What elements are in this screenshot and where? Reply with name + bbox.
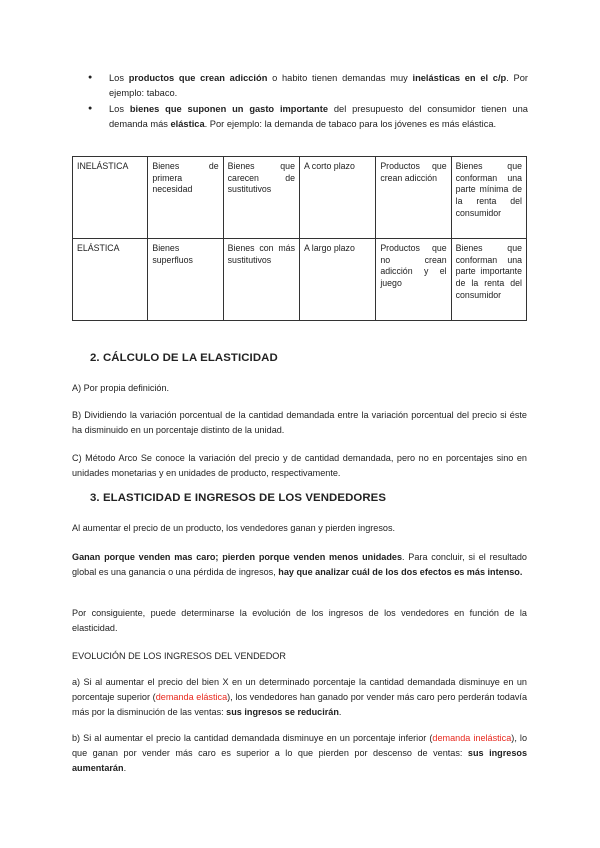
paragraph-case-b [72,731,527,777]
bold-text: sus ingresos aumentarán [72,748,527,774]
table-cell: A largo plazo [299,239,375,321]
subtitle: EVOLUCIÓN DE LOS INGRESOS DEL VENDEDOR [72,651,286,661]
text: . Por ejemplo: la demanda de tabaco para los jóvenes es más elástica. [204,118,497,129]
text: . Por ejemplo: tabaco. [109,73,529,98]
elasticity-table [72,156,527,321]
text: Los [109,73,129,83]
highlight-text: demanda inelástica [432,733,512,743]
text: a) Si al aumentar el precio del bien X en un determinado porcentaje la cantidad demandada disminuye en un porcentaje superior ( [72,677,527,703]
text: del presupuesto del consumidor tienen una demanda más [109,104,528,129]
table-cell: Bienes superfluos [148,239,223,321]
text: o habito tienen demandas muy [267,73,413,83]
bullet-item [88,71,528,100]
paragraph-b: B) Dividiendo la variación porcentual de la cantidad demandada entre la variación porcentual del precio si éste ha disminuido en un porcentaje distinto de la unidad. [72,410,527,436]
table-cell: Bienes que carecen de sustitutivos [223,157,299,239]
table-cell: INELÁSTICA [73,157,148,239]
paragraph-case-a [72,675,527,721]
bold-text: Ganan porque venden mas caro; pierden porque venden menos unidades [72,552,403,562]
text: b) Si al aumentar el precio la cantidad demandada disminuye en un porcentaje inferior ( [72,733,433,743]
table-row [73,239,527,321]
bold-text: elástica [170,118,205,129]
table-cell: Bienes que conforman una parte importante de la renta del consumidor [451,239,526,321]
text: . [123,763,127,774]
text: ), los vendedores han ganado por vender más caro pero perderán todavía más por la disminución de las ventas: [72,692,528,718]
text: . Para concluir, si el resultado global es una ganancia o una pérdida de ingresos, [72,552,527,578]
table-cell: Productos que no crean adicción y el juego [376,239,451,321]
bold-text: bienes que suponen un gasto importante [129,104,328,115]
table-row [73,157,527,239]
text: . [338,707,342,718]
section-3-title: 3. ELASTICIDAD E INGRESOS DE LOS VENDEDORES [90,492,387,504]
paragraph-consequence: Por consiguiente, puede determinarse la evolución de los ingresos de los vendedores en función de la elasticidad. [72,608,527,634]
bullet-item [88,102,528,131]
paragraph-c: C) Método Arco Se conoce la variación del precio y de cantidad demandada, pero no en porcentajes sino en unidades monetarias y en unidades de producto, respectivamente. [72,453,527,479]
table-cell: A corto plazo [299,157,375,239]
table-cell: Bienes que conforman una parte mínima de la renta del consumidor [451,157,526,239]
bold-text: productos que crean adicción [128,73,268,83]
highlight-text: demanda elástica [155,692,228,703]
section-2-title: 2. CÁLCULO DE LA ELASTICIDAD [90,352,278,364]
table-cell: Bienes con más sustitutivos [223,239,299,321]
table-cell: Productos que crean adicción [376,157,451,239]
table-cell: Bienes de primera necesidad [148,157,223,239]
bullet-list [88,71,528,133]
paragraph-conclusion [72,550,527,580]
bold-text: inelásticas en el c/p [412,73,507,83]
bold-text: hay que analizar cuál de los dos efectos es más intenso. [278,567,523,578]
table-cell: ELÁSTICA [73,239,148,321]
text: ), lo que ganan por vender más caro es superior a lo que pierden por descenso de ventas: [72,733,527,759]
text: Los [109,104,130,115]
paragraph-a: A) Por propia definición. [72,383,170,393]
paragraph-intro: Al aumentar el precio de un producto, los vendedores ganan y pierden ingresos. [72,523,396,533]
bold-text: sus ingresos se reducirán [226,707,339,718]
